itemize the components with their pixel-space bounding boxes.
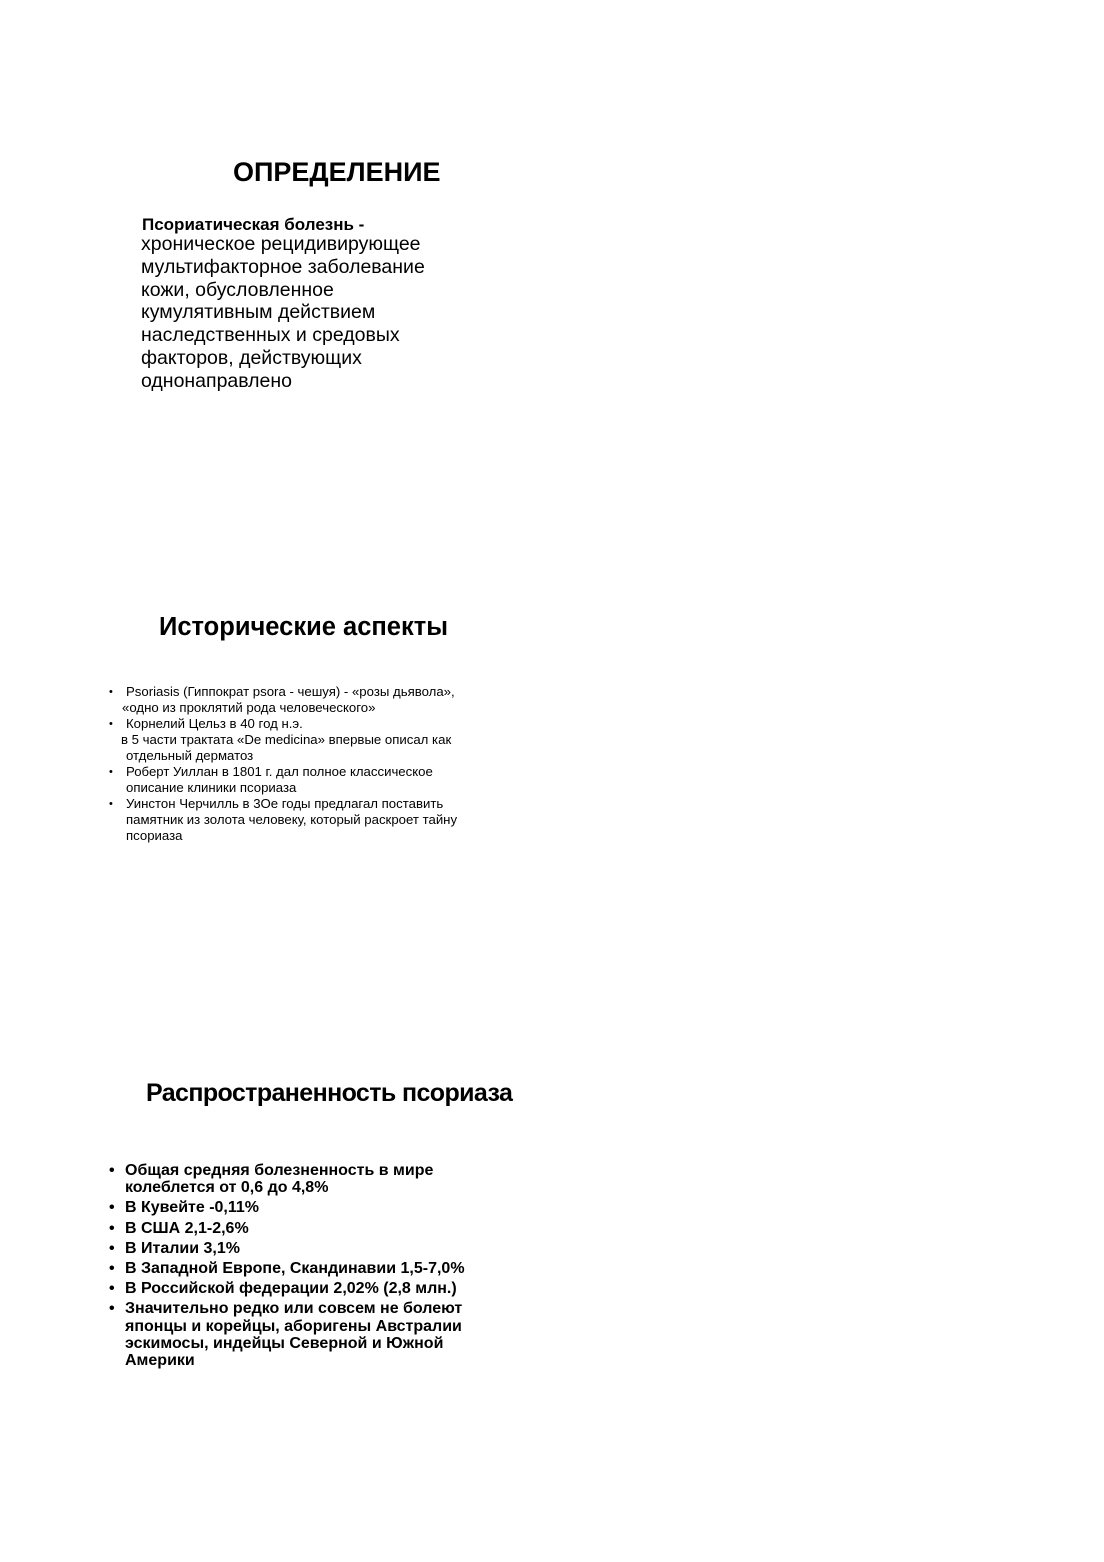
- history-bullet-item: [109, 764, 457, 780]
- definition-line: наследственных и средовых: [141, 324, 400, 347]
- prevalence-item: [109, 1199, 465, 1216]
- history-title: Исторические аспекты: [159, 613, 449, 641]
- history-continuation-line: [109, 748, 457, 764]
- bullet-marker: •: [109, 766, 113, 778]
- bullet-marker: •: [109, 1239, 115, 1257]
- definition-line: хроническое рецидивирующее: [141, 233, 421, 255]
- history-line-text: в 5 части трактата «De medicina» впервые описал как: [121, 732, 452, 747]
- prevalence-item-line: В Западной Европе, Скандинавии 1,5-7,0%: [125, 1260, 465, 1278]
- prevalence-list: [109, 1162, 465, 1372]
- history-continuation-line: [109, 828, 457, 844]
- prevalence-item-line: Значительно редко или совсем не болеют: [125, 1300, 463, 1318]
- bullet-marker: •: [109, 1260, 115, 1278]
- prevalence-item: [109, 1260, 465, 1277]
- prevalence-item-line: японцы и корейцы, аборигены Австралии: [125, 1317, 462, 1335]
- history-line-text: Уинстон Черчилль в 3Ое годы предлагал поставить: [126, 796, 444, 811]
- history-line-text: описание клиники псориаза: [126, 780, 297, 795]
- bullet-marker: •: [109, 686, 113, 698]
- bullet-marker: •: [109, 1300, 115, 1318]
- bullet-marker: •: [109, 1199, 115, 1217]
- definition-term: Псориатическая болезнь -: [142, 215, 365, 234]
- history-continuation-line: [109, 780, 457, 796]
- history-continuation-line: [109, 732, 457, 748]
- history-line-text: «одно из проклятий рода человеческого»: [122, 700, 376, 715]
- definition-body: [141, 233, 425, 393]
- definition-line: кумулятивным действием: [141, 301, 376, 324]
- history-bullet-item: [109, 796, 457, 812]
- prevalence-item-line: В Италии 3,1%: [125, 1239, 240, 1257]
- prevalence-item: [109, 1240, 465, 1257]
- bullet-marker: •: [109, 1219, 115, 1237]
- history-continuation-line: [109, 700, 457, 716]
- definition-line: мультифакторное заболевание: [141, 255, 425, 278]
- history-line-text: Роберт Уиллан в 1801 г. дал полное классическое: [126, 764, 433, 779]
- prevalence-item: [109, 1280, 465, 1297]
- prevalence-item-line: В Российской федерации 2,02% (2,8 млн.): [125, 1280, 457, 1298]
- prevalence-item: [109, 1162, 465, 1196]
- prevalence-item-line: В Кувейте -0,11%: [125, 1199, 260, 1217]
- definition-title: ОПРЕДЕЛЕНИЕ: [233, 157, 441, 187]
- history-bullet-item: [109, 716, 457, 732]
- prevalence-item-line: Америки: [125, 1352, 195, 1370]
- prevalence-item-line: колеблется от 0,6 до 4,8%: [125, 1179, 329, 1197]
- history-line-text: Корнелий Цельз в 40 год н.э.: [126, 716, 303, 731]
- definition-line: факторов, действующих: [141, 346, 362, 369]
- history-bullet-item: [109, 684, 457, 700]
- history-line-text: псориаза: [126, 828, 183, 843]
- prevalence-title: Распространенность псориаза: [146, 1079, 513, 1107]
- prevalence-item-line: В США 2,1-2,6%: [125, 1219, 249, 1237]
- bullet-marker: •: [109, 1162, 115, 1179]
- history-list: [109, 684, 457, 844]
- bullet-marker: •: [109, 1280, 115, 1298]
- definition-line: однонаправлено: [141, 369, 293, 392]
- prevalence-item: [109, 1220, 465, 1237]
- history-line-text: памятник из золота человеку, который раскроет тайну: [126, 812, 458, 827]
- prevalence-item-line: эскимосы, индейцы Северной и Южной: [125, 1334, 444, 1352]
- bullet-marker: •: [109, 798, 113, 810]
- history-continuation-line: [109, 812, 457, 828]
- prevalence-item-line: Общая средняя болезненность в мире: [125, 1162, 434, 1179]
- history-line-text: Psoriasis (Гиппократ psora - чешуя) - «розы дьявола»,: [126, 684, 455, 699]
- history-line-text: отдельный дерматоз: [126, 748, 254, 763]
- bullet-marker: •: [109, 718, 113, 730]
- prevalence-item: [109, 1300, 465, 1369]
- definition-line: кожи, обусловленное: [141, 278, 334, 301]
